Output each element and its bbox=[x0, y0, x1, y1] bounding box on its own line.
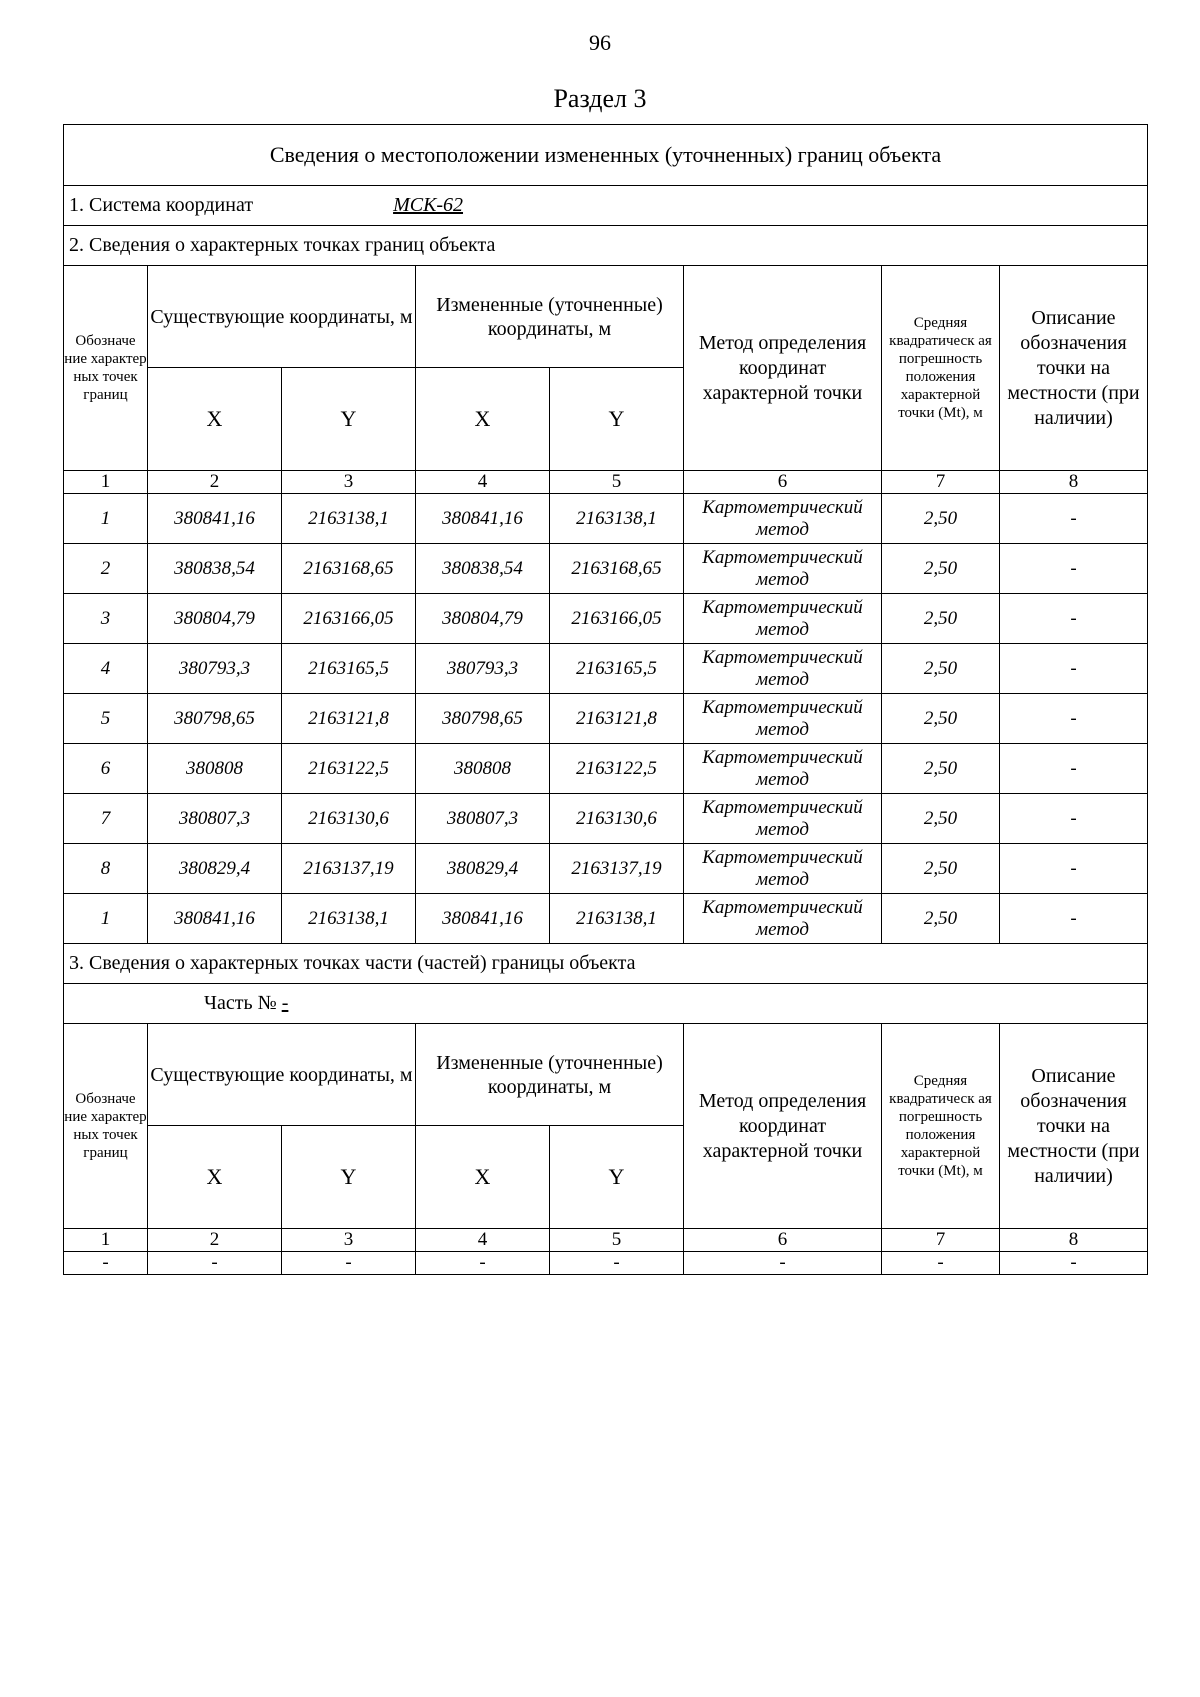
existing-y: 2163165,5 bbox=[282, 644, 416, 694]
header-existing-coords: Существующие координаты, м bbox=[148, 266, 416, 368]
accuracy: 2,50 bbox=[882, 644, 1000, 694]
point-number: 3 bbox=[64, 594, 148, 644]
header-description: Описание обозначения точки на местности (при наличии) bbox=[1000, 266, 1148, 471]
column-number: 1 bbox=[64, 471, 148, 494]
column-number: 2 bbox=[148, 471, 282, 494]
part-cell: - bbox=[148, 1252, 282, 1275]
changed-x: 380798,65 bbox=[416, 694, 550, 744]
accuracy: 2,50 bbox=[882, 694, 1000, 744]
column-number: 7 bbox=[882, 471, 1000, 494]
header-existing-y: Y bbox=[282, 1126, 416, 1229]
table-row bbox=[64, 594, 1148, 644]
changed-y: 2163165,5 bbox=[550, 644, 684, 694]
changed-y: 2163130,6 bbox=[550, 794, 684, 844]
header-changed-x: X bbox=[416, 368, 550, 471]
accuracy: 2,50 bbox=[882, 494, 1000, 544]
method: Картометрический метод bbox=[684, 494, 882, 544]
point-number: 2 bbox=[64, 544, 148, 594]
changed-x: 380829,4 bbox=[416, 844, 550, 894]
changed-y: 2163121,8 bbox=[550, 694, 684, 744]
table-row bbox=[64, 794, 1148, 844]
coord-system-value: МСК-62 bbox=[393, 194, 464, 216]
accuracy: 2,50 bbox=[882, 844, 1000, 894]
header-changed-coords: Измененные (уточненные) координаты, м bbox=[416, 266, 684, 368]
column-number: 6 bbox=[684, 471, 882, 494]
existing-x: 380793,3 bbox=[148, 644, 282, 694]
point-number: 1 bbox=[64, 494, 148, 544]
changed-y: 2163166,05 bbox=[550, 594, 684, 644]
header-existing-x: X bbox=[148, 1126, 282, 1229]
table-row bbox=[64, 844, 1148, 894]
column-numbers-row bbox=[64, 1229, 1148, 1252]
header-changed-x: X bbox=[416, 1126, 550, 1229]
header-accuracy: Средняя квадратическ ая погрешность положения характерной точки (Mt), м bbox=[882, 266, 1000, 471]
part-number-value: - bbox=[281, 992, 289, 1014]
description: - bbox=[1000, 844, 1148, 894]
part-cell: - bbox=[64, 1252, 148, 1275]
description: - bbox=[1000, 644, 1148, 694]
column-number: 3 bbox=[282, 471, 416, 494]
table-row bbox=[64, 494, 1148, 544]
method: Картометрический метод bbox=[684, 744, 882, 794]
existing-y: 2163138,1 bbox=[282, 894, 416, 944]
table-row bbox=[64, 644, 1148, 694]
column-number: 4 bbox=[416, 1229, 550, 1252]
header-point-designation: Обозначе ние характер ных точек границ bbox=[64, 266, 148, 471]
method: Картометрический метод bbox=[684, 894, 882, 944]
part-cell: - bbox=[550, 1252, 684, 1275]
existing-y: 2163122,5 bbox=[282, 744, 416, 794]
section-title: Раздел 3 bbox=[553, 84, 647, 113]
changed-x: 380838,54 bbox=[416, 544, 550, 594]
coord-system-row bbox=[64, 186, 1148, 226]
existing-y: 2163138,1 bbox=[282, 494, 416, 544]
column-number: 8 bbox=[1000, 1229, 1148, 1252]
changed-x: 380841,16 bbox=[416, 894, 550, 944]
changed-y: 2163168,65 bbox=[550, 544, 684, 594]
coord-system-label: 1. Система координат bbox=[69, 194, 254, 216]
existing-y: 2163137,19 bbox=[282, 844, 416, 894]
description: - bbox=[1000, 694, 1148, 744]
table-row bbox=[64, 694, 1148, 744]
page-number: 96 bbox=[589, 30, 611, 55]
header-point-designation: Обозначе ние характер ных точек границ bbox=[64, 1024, 148, 1229]
header-description: Описание обозначения точки на местности (при наличии) bbox=[1000, 1024, 1148, 1229]
changed-x: 380807,3 bbox=[416, 794, 550, 844]
existing-y: 2163121,8 bbox=[282, 694, 416, 744]
existing-y: 2163130,6 bbox=[282, 794, 416, 844]
method: Картометрический метод bbox=[684, 844, 882, 894]
existing-y: 2163166,05 bbox=[282, 594, 416, 644]
existing-x: 380841,16 bbox=[148, 494, 282, 544]
table-row bbox=[64, 1252, 1148, 1275]
part-cell: - bbox=[882, 1252, 1000, 1275]
column-number: 7 bbox=[882, 1229, 1000, 1252]
changed-x: 380793,3 bbox=[416, 644, 550, 694]
point-number: 7 bbox=[64, 794, 148, 844]
changed-x: 380804,79 bbox=[416, 594, 550, 644]
header-changed-y: Y bbox=[550, 1126, 684, 1229]
accuracy: 2,50 bbox=[882, 894, 1000, 944]
part-cell: - bbox=[684, 1252, 882, 1275]
description: - bbox=[1000, 794, 1148, 844]
column-number: 1 bbox=[64, 1229, 148, 1252]
boundary-table bbox=[63, 124, 1148, 1275]
method: Картометрический метод bbox=[684, 794, 882, 844]
column-number: 6 bbox=[684, 1229, 882, 1252]
existing-x: 380841,16 bbox=[148, 894, 282, 944]
column-number: 3 bbox=[282, 1229, 416, 1252]
changed-y: 2163137,19 bbox=[550, 844, 684, 894]
existing-x: 380808 bbox=[148, 744, 282, 794]
accuracy: 2,50 bbox=[882, 594, 1000, 644]
changed-y: 2163122,5 bbox=[550, 744, 684, 794]
table-title: Сведения о местоположении измененных (уточненных) границ объекта bbox=[64, 125, 1148, 186]
existing-x: 380838,54 bbox=[148, 544, 282, 594]
point-number: 1 bbox=[64, 894, 148, 944]
existing-x: 380807,3 bbox=[148, 794, 282, 844]
point-number: 8 bbox=[64, 844, 148, 894]
accuracy: 2,50 bbox=[882, 544, 1000, 594]
column-number: 4 bbox=[416, 471, 550, 494]
existing-x: 380798,65 bbox=[148, 694, 282, 744]
points-section-label: 2. Сведения о характерных точках границ объекта bbox=[64, 226, 1148, 266]
header-method: Метод определения координат характерной точки bbox=[684, 1024, 882, 1229]
part-cell: - bbox=[416, 1252, 550, 1275]
existing-y: 2163168,65 bbox=[282, 544, 416, 594]
column-number: 5 bbox=[550, 1229, 684, 1252]
column-number: 5 bbox=[550, 471, 684, 494]
changed-x: 380808 bbox=[416, 744, 550, 794]
method: Картометрический метод bbox=[684, 694, 882, 744]
header-changed-coords: Измененные (уточненные) координаты, м bbox=[416, 1024, 684, 1126]
parts-section-label: 3. Сведения о характерных точках части (частей) границы объекта bbox=[64, 944, 1148, 984]
part-cell: - bbox=[282, 1252, 416, 1275]
header-changed-y: Y bbox=[550, 368, 684, 471]
description: - bbox=[1000, 594, 1148, 644]
changed-x: 380841,16 bbox=[416, 494, 550, 544]
column-number: 2 bbox=[148, 1229, 282, 1252]
column-numbers-row bbox=[64, 471, 1148, 494]
description: - bbox=[1000, 544, 1148, 594]
header-method: Метод определения координат характерной точки bbox=[684, 266, 882, 471]
header-existing-coords: Существующие координаты, м bbox=[148, 1024, 416, 1126]
method: Картометрический метод bbox=[684, 544, 882, 594]
method: Картометрический метод bbox=[684, 594, 882, 644]
header-existing-y: Y bbox=[282, 368, 416, 471]
accuracy: 2,50 bbox=[882, 794, 1000, 844]
existing-x: 380829,4 bbox=[148, 844, 282, 894]
part-cell: - bbox=[1000, 1252, 1148, 1275]
method: Картометрический метод bbox=[684, 644, 882, 694]
column-number: 8 bbox=[1000, 471, 1148, 494]
description: - bbox=[1000, 894, 1148, 944]
table-row bbox=[64, 544, 1148, 594]
point-number: 5 bbox=[64, 694, 148, 744]
changed-y: 2163138,1 bbox=[550, 494, 684, 544]
description: - bbox=[1000, 494, 1148, 544]
table-row bbox=[64, 744, 1148, 794]
point-number: 6 bbox=[64, 744, 148, 794]
part-number-row bbox=[64, 984, 1148, 1024]
changed-y: 2163138,1 bbox=[550, 894, 684, 944]
table-row bbox=[64, 894, 1148, 944]
existing-x: 380804,79 bbox=[148, 594, 282, 644]
accuracy: 2,50 bbox=[882, 744, 1000, 794]
point-number: 4 bbox=[64, 644, 148, 694]
header-accuracy: Средняя квадратическ ая погрешность положения характерной точки (Mt), м bbox=[882, 1024, 1000, 1229]
description: - bbox=[1000, 744, 1148, 794]
part-number-label: Часть № bbox=[204, 992, 277, 1014]
header-existing-x: X bbox=[148, 368, 282, 471]
